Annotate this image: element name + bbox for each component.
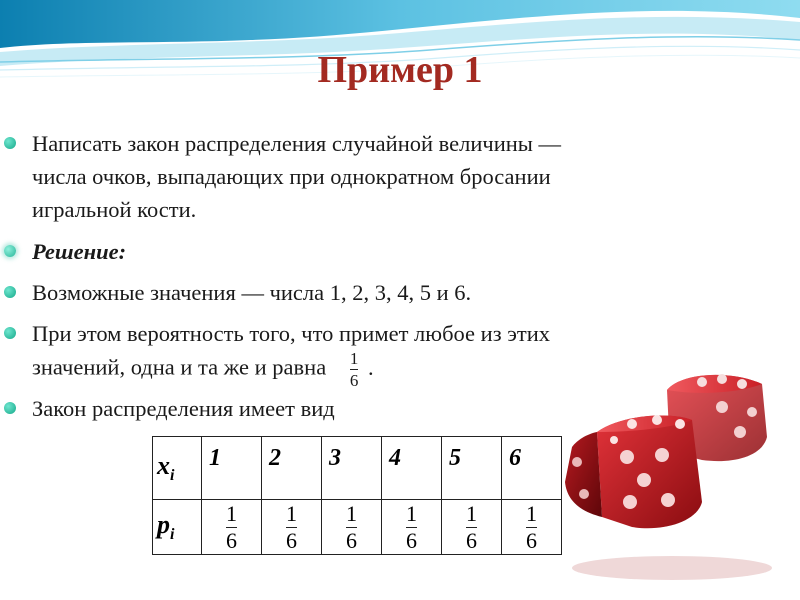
p-value: $\frac{1}{6}$ (382, 500, 442, 555)
task-line-1: Написать закон распределения случайной величины — (32, 131, 562, 156)
x-header: $x_i$ (153, 437, 202, 500)
prob-fraction-den: 6 (349, 371, 359, 390)
x-value: 3 (322, 437, 382, 500)
p-value: $\frac{1}{6}$ (322, 500, 382, 555)
p-value: $\frac{1}{6}$ (202, 500, 262, 555)
bullet-dot (4, 327, 16, 339)
law-text: Закон распределения имеет вид (32, 396, 335, 421)
x-value: 2 (262, 437, 322, 500)
dice-illustration (562, 362, 776, 582)
prob-fraction-num: 1 (349, 349, 359, 368)
bullet-dot (4, 286, 16, 298)
prob-line-2-text: значений, одна и та же и равна (32, 354, 327, 380)
x-value: 5 (442, 437, 502, 500)
p-value: $\frac{1}{6}$ (262, 500, 322, 555)
distribution-table (152, 436, 562, 555)
x-value: 1 (202, 437, 262, 500)
prob-line-1: При этом вероятность того, что примет любое из этих (32, 321, 550, 346)
task-line-3: игральной кости. (32, 197, 197, 222)
x-value: 4 (382, 437, 442, 500)
prob-line-2-end: . (367, 354, 374, 380)
values-text: Возможные значения — числа 1, 2, 3, 4, 5 и 6. (32, 280, 472, 305)
prob-fraction (350, 350, 359, 389)
p-value: $\frac{1}{6}$ (502, 500, 562, 555)
p-header: $p_i$ (153, 500, 202, 555)
bullet-dot (4, 137, 16, 149)
task-line-2: числа очков, выпадающих при однократном бросании (32, 164, 551, 189)
prob-line-2 (32, 350, 374, 389)
solution-label: Решение: (32, 239, 127, 264)
table-row-p (153, 500, 562, 555)
table-row-x (153, 437, 562, 500)
bullet-dot (4, 245, 16, 257)
p-value: $\frac{1}{6}$ (442, 500, 502, 555)
x-value: 6 (502, 437, 562, 500)
bullet-dot (4, 402, 16, 414)
slide-title: Пример 1 (317, 49, 483, 91)
